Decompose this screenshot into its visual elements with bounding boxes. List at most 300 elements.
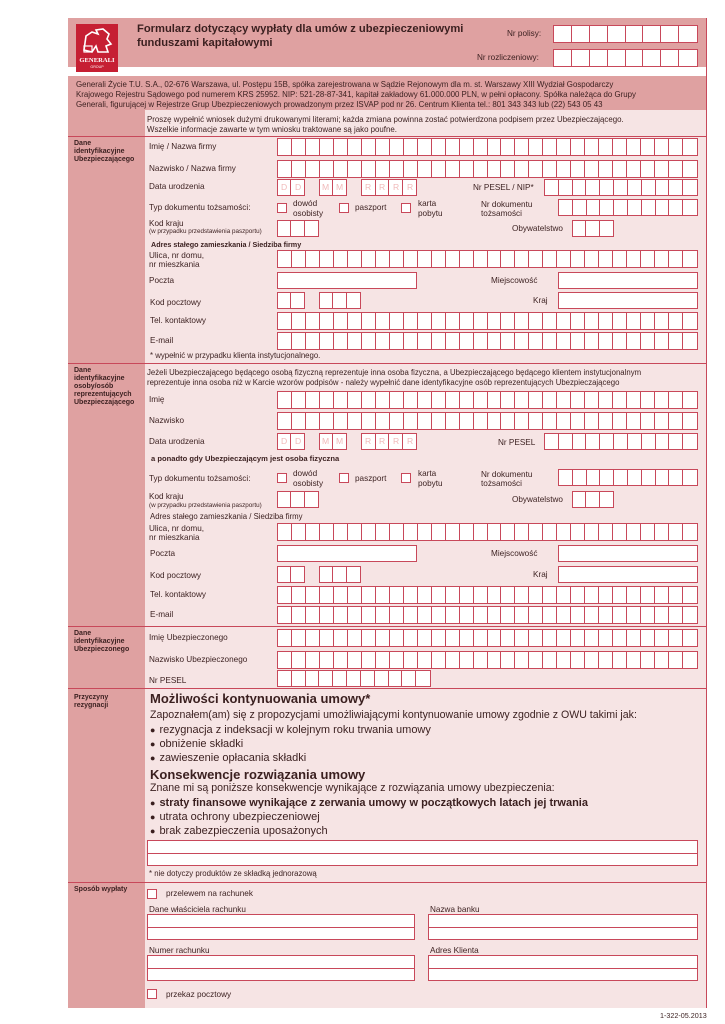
- s2-country-code-note: (w przypadku przedstawienia paszportu): [149, 502, 262, 509]
- cell-divider: [640, 160, 641, 178]
- s2-citizenship-field[interactable]: [572, 491, 614, 508]
- generali-logo: [76, 24, 118, 72]
- s5-transfer-label: przelewem na rachunek: [166, 889, 253, 898]
- s1-country-code-note: (w przypadku przedstawienia paszportu): [149, 228, 262, 235]
- cell-divider: [388, 179, 389, 196]
- cell-divider: [389, 606, 390, 624]
- cell-divider: [542, 651, 543, 669]
- cell-divider: [599, 199, 600, 216]
- cell-divider: [403, 629, 404, 647]
- cell-divider: [473, 312, 474, 330]
- cell-divider: [599, 179, 600, 196]
- cell-divider: [487, 629, 488, 647]
- s2-country-code-label: Kod kraju: [149, 492, 184, 501]
- cell-divider: [514, 629, 515, 647]
- cell-divider: [542, 606, 543, 624]
- cell-divider: [500, 523, 501, 541]
- s2-name-label: Imię: [149, 395, 165, 404]
- cell-divider: [528, 312, 529, 330]
- s2-phone-label: Tel. kontaktowy: [150, 590, 206, 599]
- cell-divider: [627, 433, 628, 450]
- cell-divider: [500, 606, 501, 624]
- cell-divider: [389, 523, 390, 541]
- s4-notes-line: [147, 853, 698, 854]
- cell-divider: [333, 160, 334, 178]
- cell-divider: [668, 160, 669, 178]
- cell-divider: [556, 412, 557, 430]
- cell-divider: [570, 629, 571, 647]
- cell-divider: [514, 586, 515, 604]
- cell-divider: [305, 629, 306, 647]
- cell-divider: [627, 199, 628, 216]
- s1-street-field[interactable]: [277, 250, 698, 268]
- cell-divider: [625, 49, 626, 67]
- s1-country-code-field[interactable]: [277, 220, 319, 237]
- cell-divider: [445, 312, 446, 330]
- cell-divider: [584, 250, 585, 268]
- s2-email-field[interactable]: [277, 606, 698, 624]
- s1-name-field[interactable]: [277, 138, 698, 156]
- cell-divider: [305, 651, 306, 669]
- cell-divider: [431, 250, 432, 268]
- s3-name-label: Imię Ubezpieczonego: [149, 633, 228, 642]
- cell-divider: [290, 491, 291, 508]
- cell-divider: [640, 391, 641, 409]
- cell-divider: [388, 433, 389, 450]
- cell-divider: [487, 391, 488, 409]
- cell-divider: [514, 651, 515, 669]
- settlement-number-field[interactable]: [553, 49, 698, 67]
- section2-side-line4: reprezentujących: [74, 391, 132, 398]
- cell-divider: [332, 433, 333, 450]
- s4-heading2: Konsekwencje rozwiązania umowy: [150, 767, 366, 782]
- s1-citizenship-field[interactable]: [572, 220, 614, 237]
- s1-doc-passport-checkbox[interactable]: [339, 203, 349, 213]
- cell-divider: [375, 523, 376, 541]
- cell-divider: [640, 651, 641, 669]
- cell-divider: [500, 629, 501, 647]
- cell-divider: [586, 199, 587, 216]
- s1-post-field[interactable]: [277, 272, 417, 289]
- s2-pesel-field[interactable]: [544, 433, 698, 450]
- s2-citizenship-label: Obywatelstwo: [512, 495, 563, 504]
- cell-divider: [641, 199, 642, 216]
- s5-transfer-checkbox[interactable]: [147, 889, 157, 899]
- s4-heading1: Możliwości kontynuowania umowy*: [150, 691, 371, 706]
- lion-emblem-icon: [76, 26, 118, 56]
- s1-surname-field[interactable]: [277, 160, 698, 178]
- s2-doc-type-label: Typ dokumentu tożsamości:: [149, 474, 251, 483]
- s2-dob-m2: M: [336, 436, 344, 446]
- cell-divider: [473, 391, 474, 409]
- cell-divider: [333, 412, 334, 430]
- cell-divider: [654, 391, 655, 409]
- cell-divider: [389, 312, 390, 330]
- cell-divider: [599, 433, 600, 450]
- cell-divider: [333, 250, 334, 268]
- s2-dob-d1: D: [281, 436, 288, 446]
- s1-doc-no-label1: Nr dokumentu: [481, 200, 533, 209]
- s2-name-field[interactable]: [277, 391, 698, 409]
- s2-doc-id-checkbox[interactable]: [277, 473, 287, 483]
- cell-divider: [500, 250, 501, 268]
- s2-zip-field1[interactable]: [277, 566, 305, 583]
- cell-divider: [417, 312, 418, 330]
- s5-account-line: [147, 968, 415, 969]
- cell-divider: [445, 523, 446, 541]
- cell-divider: [374, 670, 375, 687]
- cell-divider: [290, 179, 291, 196]
- cell-divider: [361, 391, 362, 409]
- s1-name-label: Imię / Nazwa firmy: [149, 142, 217, 151]
- s1-email-field[interactable]: [277, 332, 698, 350]
- s2-dob-r4: R: [407, 436, 414, 446]
- cell-divider: [403, 312, 404, 330]
- cell-divider: [403, 651, 404, 669]
- cell-divider: [584, 391, 585, 409]
- cell-divider: [487, 523, 488, 541]
- cell-divider: [473, 332, 474, 350]
- s5-bank-line: [428, 927, 698, 928]
- cell-divider: [660, 25, 661, 43]
- cell-divider: [572, 199, 573, 216]
- s2-dob-label: Data urodzenia: [149, 437, 205, 446]
- cell-divider: [514, 523, 515, 541]
- cell-divider: [640, 606, 641, 624]
- s1-zip-field1[interactable]: [277, 292, 305, 309]
- cell-divider: [668, 332, 669, 350]
- cell-divider: [585, 220, 586, 237]
- s1-dob-label: Data urodzenia: [149, 182, 205, 191]
- cell-divider: [654, 586, 655, 604]
- cell-divider: [542, 138, 543, 156]
- cell-divider: [514, 332, 515, 350]
- cell-divider: [375, 412, 376, 430]
- cell-divider: [375, 651, 376, 669]
- s2-post-field[interactable]: [277, 545, 417, 562]
- s1-pesel-field[interactable]: [544, 179, 698, 196]
- cell-divider: [500, 138, 501, 156]
- s1-email-label: E-mail: [150, 336, 174, 345]
- left-column-band: [68, 110, 145, 1008]
- cell-divider: [375, 250, 376, 268]
- s1-doc-no-field[interactable]: [558, 199, 698, 216]
- cell-divider: [347, 412, 348, 430]
- cell-divider: [528, 523, 529, 541]
- cell-divider: [570, 391, 571, 409]
- s2-doc-no-label2: tożsamości: [481, 479, 522, 488]
- cell-divider: [319, 332, 320, 350]
- s2-zip-field2[interactable]: [319, 566, 361, 583]
- company-info-line1: Generali Życie T.U. S.A., 02-676 Warszawa, ul. Postępu 15B, spółka zarejestrowana w Sądzie Rejonowym dla m. st. Warszawy XIII Wydział Gospodarczy: [76, 80, 614, 89]
- cell-divider: [572, 469, 573, 486]
- cell-divider: [570, 651, 571, 669]
- cell-divider: [584, 651, 585, 669]
- cell-divider: [612, 332, 613, 350]
- cell-divider: [654, 250, 655, 268]
- cell-divider: [361, 629, 362, 647]
- cell-divider: [570, 523, 571, 541]
- cell-divider: [291, 606, 292, 624]
- s1-street-label1: Ulica, nr domu,: [149, 251, 205, 260]
- cell-divider: [542, 332, 543, 350]
- s1-city-label: Miejscowość: [491, 276, 538, 285]
- cell-divider: [640, 332, 641, 350]
- cell-divider: [584, 629, 585, 647]
- cell-divider: [459, 523, 460, 541]
- form-title-line2: funduszami kapitałowymi: [137, 37, 273, 49]
- cell-divider: [528, 629, 529, 647]
- cell-divider: [626, 391, 627, 409]
- cell-divider: [542, 391, 543, 409]
- cell-divider: [459, 332, 460, 350]
- cell-divider: [445, 250, 446, 268]
- s4-intro2: Znane mi są poniższe konsekwencje wynikające z rozwiązania umowy ubezpieczenia:: [150, 782, 555, 794]
- cell-divider: [500, 586, 501, 604]
- cell-divider: [625, 25, 626, 43]
- cell-divider: [417, 250, 418, 268]
- s2-doc-no-field[interactable]: [558, 469, 698, 486]
- s1-country-field[interactable]: [558, 292, 698, 309]
- cell-divider: [542, 629, 543, 647]
- s2-pesel-label: Nr PESEL: [498, 438, 536, 447]
- s1-address-header: Adres stałego zamieszkania / Siedziba firmy: [151, 240, 302, 249]
- cell-divider: [678, 49, 679, 67]
- cell-divider: [347, 138, 348, 156]
- s5-owner-label: Dane właściciela rachunku: [149, 905, 246, 914]
- cell-divider: [599, 220, 600, 237]
- section2-side-line3: osoby/osób: [74, 383, 114, 390]
- cell-divider: [682, 391, 683, 409]
- s2-country-code-field[interactable]: [277, 491, 319, 508]
- cell-divider: [528, 138, 529, 156]
- cell-divider: [612, 412, 613, 430]
- cell-divider: [514, 412, 515, 430]
- s3-name-field[interactable]: [277, 629, 698, 647]
- s4-footnote: * nie dotyczy produktów ze składką jednorazową: [149, 869, 317, 878]
- s2-doc-passport-checkbox[interactable]: [339, 473, 349, 483]
- cell-divider: [347, 250, 348, 268]
- cell-divider: [556, 332, 557, 350]
- cell-divider: [655, 199, 656, 216]
- cell-divider: [445, 629, 446, 647]
- cell-divider: [556, 586, 557, 604]
- cell-divider: [598, 586, 599, 604]
- cell-divider: [542, 586, 543, 604]
- cell-divider: [612, 651, 613, 669]
- s5-owner-line: [147, 927, 415, 928]
- cell-divider: [305, 312, 306, 330]
- cell-divider: [403, 523, 404, 541]
- cell-divider: [459, 138, 460, 156]
- cell-divider: [584, 312, 585, 330]
- cell-divider: [473, 523, 474, 541]
- cell-divider: [584, 332, 585, 350]
- cell-divider: [586, 469, 587, 486]
- cell-divider: [375, 332, 376, 350]
- cell-divider: [332, 179, 333, 196]
- cell-divider: [678, 25, 679, 43]
- cell-divider: [487, 332, 488, 350]
- cell-divider: [612, 312, 613, 330]
- cell-divider: [528, 391, 529, 409]
- cell-divider: [570, 586, 571, 604]
- s1-dob-r4: R: [407, 182, 414, 192]
- cell-divider: [612, 250, 613, 268]
- cell-divider: [389, 160, 390, 178]
- s2-surname-field[interactable]: [277, 412, 698, 430]
- s2-doc-card-checkbox[interactable]: [401, 473, 411, 483]
- cell-divider: [361, 586, 362, 604]
- cell-divider: [459, 606, 460, 624]
- s3-surname-field[interactable]: [277, 651, 698, 669]
- cell-divider: [291, 138, 292, 156]
- cell-divider: [626, 629, 627, 647]
- s2-dob-d2: D: [295, 436, 302, 446]
- logo-text: GENERALI: [79, 57, 115, 64]
- s1-dob-r2: R: [379, 182, 386, 192]
- s5-account-label: Numer rachunku: [149, 946, 210, 955]
- cell-divider: [570, 606, 571, 624]
- cell-divider: [417, 586, 418, 604]
- cell-divider: [556, 138, 557, 156]
- cell-divider: [682, 606, 683, 624]
- section2-side-line5: Ubezpieczającego: [74, 399, 135, 406]
- cell-divider: [487, 160, 488, 178]
- s1-country-label: Kraj: [533, 296, 548, 305]
- company-info-line2: Krajowego Rejestru Sądowego pod numerem KRS 25952. NIP: 521-28-87-341, kapitał zakładowy 61.000.000 PLN, w pełni opłacony. Spółka należąca do Grupy: [76, 90, 636, 99]
- cell-divider: [528, 412, 529, 430]
- cell-divider: [347, 606, 348, 624]
- settlement-number-label: Nr rozliczeniowy:: [477, 53, 539, 62]
- section3-side-line3: Ubezpieczonego: [74, 646, 130, 653]
- cell-divider: [291, 312, 292, 330]
- cell-divider: [459, 412, 460, 430]
- s2-dob-r1: R: [365, 436, 372, 446]
- cell-divider: [347, 629, 348, 647]
- cell-divider: [556, 629, 557, 647]
- cell-divider: [431, 138, 432, 156]
- cell-divider: [626, 651, 627, 669]
- cell-divider: [431, 160, 432, 178]
- s3-pesel-field[interactable]: [277, 670, 431, 687]
- cell-divider: [627, 469, 628, 486]
- cell-divider: [361, 160, 362, 178]
- cell-divider: [389, 250, 390, 268]
- s5-postal-order-checkbox[interactable]: [147, 989, 157, 999]
- cell-divider: [570, 412, 571, 430]
- cell-divider: [682, 412, 683, 430]
- cell-divider: [571, 49, 572, 67]
- cell-divider: [389, 138, 390, 156]
- cell-divider: [291, 250, 292, 268]
- cell-divider: [682, 523, 683, 541]
- cell-divider: [682, 160, 683, 178]
- cell-divider: [528, 250, 529, 268]
- cell-divider: [305, 391, 306, 409]
- cell-divider: [332, 566, 333, 583]
- cell-divider: [333, 651, 334, 669]
- cell-divider: [612, 629, 613, 647]
- s2-address-header: Adres stałego zamieszkania / Siedziba firmy: [150, 512, 303, 521]
- cell-divider: [598, 629, 599, 647]
- s2-city-field[interactable]: [558, 545, 698, 562]
- cell-divider: [375, 629, 376, 647]
- s2-country-field[interactable]: [558, 566, 698, 583]
- cell-divider: [613, 179, 614, 196]
- s1-doc-id-label2: osobisty: [293, 209, 324, 218]
- s2-street-field[interactable]: [277, 523, 698, 541]
- section5-side-line1: Sposób wypłaty: [74, 886, 128, 893]
- cell-divider: [654, 312, 655, 330]
- cell-divider: [626, 606, 627, 624]
- cell-divider: [375, 391, 376, 409]
- s3-surname-label: Nazwisko Ubezpieczonego: [149, 655, 248, 664]
- cell-divider: [655, 433, 656, 450]
- cell-divider: [332, 670, 333, 687]
- cell-divider: [500, 312, 501, 330]
- cell-divider: [361, 312, 362, 330]
- s1-doc-card-checkbox[interactable]: [401, 203, 411, 213]
- s2-info-line1: Jeżeli Ubezpieczającego będącego osobą fizyczną reprezentuje inna osoba fizyczna, a Ubezpieczającego będącego klientem instytucjonalnym: [147, 368, 642, 377]
- cell-divider: [528, 332, 529, 350]
- s2-phone-field[interactable]: [277, 586, 698, 604]
- cell-divider: [346, 566, 347, 583]
- cell-divider: [333, 606, 334, 624]
- cell-divider: [403, 138, 404, 156]
- policy-number-field[interactable]: [553, 25, 698, 43]
- cell-divider: [487, 651, 488, 669]
- cell-divider: [668, 138, 669, 156]
- s1-city-field[interactable]: [558, 272, 698, 289]
- cell-divider: [389, 651, 390, 669]
- cell-divider: [417, 160, 418, 178]
- s1-doc-id-checkbox[interactable]: [277, 203, 287, 213]
- s2-info-line2: reprezentuje inna osoba niż w Karcie wzorów podpisów - należy wypełnić dane identyfikacyjne osób reprezentujących Ubezpieczającego: [147, 378, 620, 387]
- cell-divider: [641, 433, 642, 450]
- cell-divider: [473, 586, 474, 604]
- s1-phone-field[interactable]: [277, 312, 698, 330]
- cell-divider: [585, 179, 586, 196]
- cell-divider: [640, 586, 641, 604]
- cell-divider: [305, 250, 306, 268]
- s5-client-address-label: Adres Klienta: [430, 946, 479, 955]
- cell-divider: [589, 49, 590, 67]
- cell-divider: [473, 629, 474, 647]
- cell-divider: [332, 292, 333, 309]
- cell-divider: [319, 391, 320, 409]
- form-code: 1-322-05.2013: [660, 1011, 707, 1020]
- s2-post-label: Poczta: [150, 549, 176, 558]
- cell-divider: [333, 312, 334, 330]
- cell-divider: [640, 412, 641, 430]
- cell-divider: [403, 332, 404, 350]
- cell-divider: [528, 586, 529, 604]
- s4-consequence-2: ● utrata ochrony ubezpieczeniowej: [150, 811, 320, 823]
- cell-divider: [333, 332, 334, 350]
- s1-zip-field2[interactable]: [319, 292, 361, 309]
- s1-country-code-label: Kod kraju: [149, 219, 184, 228]
- cell-divider: [445, 586, 446, 604]
- s1-footnote: * wypełnić w przypadku klienta instytucjonalnego.: [150, 351, 321, 360]
- s4-intro1: Zapoznałem(am) się z propozycjami umożliwiającymi kontynuowanie umowy zgodnie z OWU takimi jak:: [150, 709, 637, 721]
- cell-divider: [417, 332, 418, 350]
- cell-divider: [445, 606, 446, 624]
- section1-side-line3: Ubezpieczającego: [74, 156, 135, 163]
- cell-divider: [417, 651, 418, 669]
- cell-divider: [598, 412, 599, 430]
- s2-doc-id-label2: osobisty: [293, 479, 324, 488]
